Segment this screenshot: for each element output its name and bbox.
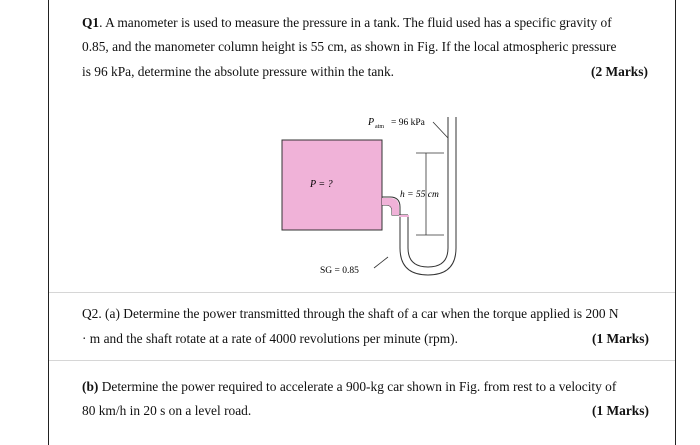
q2b-line-1: (b) Determine the power required to accelerate a 900-kg car shown in Fig. from rest to a velocity of	[82, 379, 617, 394]
height-label: h = 55 cm	[400, 190, 439, 200]
section-divider-1	[49, 292, 675, 293]
q1-marks: (2 Marks)	[591, 64, 648, 79]
patm-value: = 96 kPa	[391, 118, 425, 128]
q2b-part: (b)	[82, 379, 99, 394]
page-left-border	[48, 0, 49, 445]
q2b-line-2: 80 km/h in 20 s on a level road.	[82, 403, 252, 418]
q1-number: Q1	[82, 15, 100, 30]
patm-leader-line	[433, 122, 448, 138]
q1-line-3: is 96 kPa, determine the absolute pressure within the tank.	[82, 64, 395, 79]
patm-subscript: atm	[375, 124, 384, 130]
q1-line-2: 0.85, and the manometer column height is 55 cm, as shown in Fig. If the local atmospheric pressure	[82, 39, 617, 54]
q2a-line-1: Q2. (a) Determine the power transmitted through the shaft of a car when the torque applied is 200 N	[82, 306, 619, 321]
sg-label: SG = 0.85	[320, 266, 359, 276]
q2a-marks: (1 Marks)	[592, 331, 649, 346]
pipe-fluid	[382, 198, 409, 217]
manometer-figure	[240, 105, 480, 285]
tank-pressure-label: P = ?	[310, 179, 333, 190]
patm-symbol: P	[368, 117, 375, 128]
sg-leader-line	[374, 257, 388, 268]
page-right-border	[675, 0, 676, 445]
q2b-marks: (1 Marks)	[592, 403, 649, 418]
section-divider-2	[49, 360, 675, 361]
q2a-line-2: · m and the shaft rotate at a rate of 4000 revolutions per minute (rpm).	[82, 331, 458, 346]
q1-line-1: Q1. A manometer is used to measure the pressure in a tank. The fluid used has a specific gravity of	[82, 15, 612, 30]
